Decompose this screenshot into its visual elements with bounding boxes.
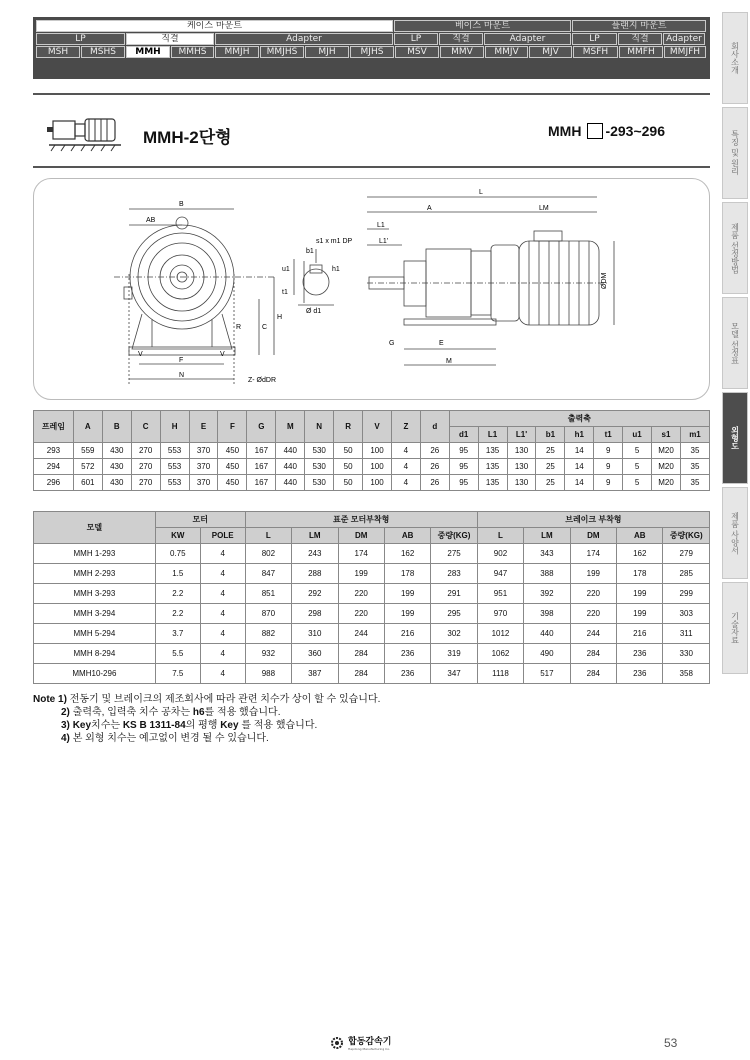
dim-h-label: H [277,314,283,321]
col-std-weight: 중량(KG) [431,528,477,544]
col-model: 모델 [34,512,156,544]
col-t1: t1 [594,427,623,443]
side-view [367,197,614,365]
company-logo [330,1034,391,1051]
model-code [548,123,665,139]
dim-b-label: B [179,201,184,208]
dim-v-label: V [138,351,143,358]
col-e: E [189,411,218,443]
side-tab-bar [712,12,750,677]
model-code-box [587,123,603,139]
notes [33,693,380,745]
company-subname: Hapdong Manufacturing Co. [348,1047,391,1051]
nav-base-adapter[interactable]: Adapter [484,33,571,45]
note-1: Note 1) 전동기 및 브레이크의 제조회사에 따라 관련 치수가 상이 할 수 있습니다. [33,694,381,705]
dim-u1-label: u1 [282,266,290,273]
dim-a-label: A [427,205,432,212]
nav-mmv[interactable]: MMV [440,46,484,58]
nav-case-mount[interactable]: 케이스 마운트 [36,20,393,32]
col-brk-l: L [477,528,523,544]
col-brk-lm: LM [524,528,570,544]
col-kw: KW [155,528,200,544]
side-tab-company[interactable]: 회사소개 [722,12,748,104]
nav-flange-mount[interactable]: 플랜지 마운트 [572,20,706,32]
dim-l1p-label: L1' [379,238,389,245]
col-std-ab: AB [384,528,430,544]
shaft-detail [294,249,334,305]
dim-zdr-label: Z- ØdDR [248,377,276,384]
model-code-suffix: -293~296 [605,123,665,139]
col-a: A [73,411,102,443]
col-l1p: L1' [507,427,536,443]
col-s1: s1 [652,427,681,443]
nav-mmhs[interactable]: MMHS [171,46,214,58]
model-code-prefix: MMH [548,123,582,139]
side-tab-tech[interactable]: 기술자료 [722,582,748,674]
nav-msh[interactable]: MSH [36,46,80,58]
col-d1: d1 [449,427,478,443]
nav-lp[interactable]: LP [36,33,125,45]
dim-r-label: R [236,324,242,331]
side-tab-selection[interactable]: 제품 선정방법 [722,202,748,294]
frame-dimension-table [33,410,710,491]
dim-f-label: F [179,357,184,364]
gear-motor-icon [45,111,125,155]
col-r: R [334,411,363,443]
col-standard-motor: 표준 모터부착형 [245,512,477,528]
nav-flange-adapter[interactable]: Adapter [663,33,705,45]
model-spec-table [33,511,710,684]
dim-h1-label: h1 [332,266,340,273]
dim-dm-label: ØDM [601,272,608,289]
dim-g-label: G [389,340,395,347]
col-z: Z [391,411,420,443]
nav-base-lp[interactable]: LP [394,33,438,45]
nav-flange-direct[interactable]: 직결 [618,33,662,45]
dim-t1-label: t1 [282,289,288,296]
side-tab-outline[interactable]: 외형도 [722,392,748,484]
col-b1: b1 [536,427,565,443]
table-row: 293 559 430 270 553 370 450 167 440 530 50 100 4 26 95 135 130 25 14 9 5 M20 35 [34,443,710,459]
nav-base-mount[interactable]: 베이스 마운트 [394,20,571,32]
table-row: 294 572 430 270 553 370 450 167 440 530 50 100 4 26 95 135 130 25 14 9 5 M20 35 [34,459,710,475]
dim-m-label: M [446,358,452,365]
nav-mshs[interactable]: MSHS [81,46,125,58]
dim-c-label: C [262,324,268,331]
nav-flange-lp[interactable]: LP [572,33,617,45]
side-tab-spec[interactable]: 제품 사양서 [722,487,748,579]
note-3: 3) Key치수는 KS B 1311-84의 평행 Key 를 적용 했습니다. [61,720,318,731]
col-c: C [131,411,160,443]
nav-mmjv[interactable]: MMJV [485,46,528,58]
col-brake-motor: 브레이크 부착형 [477,512,709,528]
col-l1: L1 [478,427,507,443]
dim-ab-label: AB [146,217,156,224]
side-tab-features[interactable]: 특징 및 원리 [722,107,748,199]
col-g: G [247,411,276,443]
col-h1: h1 [565,427,594,443]
nav-mmjhs[interactable]: MMJHS [260,46,304,58]
dim-lm-label: LM [539,205,549,212]
dim-n-label: N [179,372,185,379]
gear-logo-icon [330,1036,344,1050]
nav-mjhs[interactable]: MJHS [350,46,394,58]
company-name: 합동감속기 [348,1037,392,1047]
nav-mmfh[interactable]: MMFH [619,46,663,58]
col-b: B [102,411,131,443]
col-std-dm: DM [338,528,384,544]
col-brk-ab: AB [617,528,663,544]
col-v: V [363,411,392,443]
col-n: N [305,411,334,443]
nav-direct[interactable]: 직결 [126,33,214,45]
dim-s1m1-label: s1 x m1 DP [316,238,353,245]
nav-adapter[interactable]: Adapter [215,33,393,45]
dim-v2-label: V [220,351,225,358]
col-m1: m1 [680,427,709,443]
nav-base-direct[interactable]: 직결 [439,33,483,45]
col-u1: u1 [623,427,652,443]
nav-msfh[interactable]: MSFH [573,46,618,58]
dim-b1-label: b1 [306,248,314,255]
note-4: 4) 본 외형 치수는 예고없이 변경 될 수 있습니다. [61,733,269,744]
col-f: F [218,411,247,443]
table-row: 296 601 430 270 553 370 450 167 440 530 50 100 4 26 95 135 130 25 14 9 5 M20 35 [34,475,710,491]
series-nav [33,17,710,79]
table-row: MMH 8-294 5.5 4 932 360 284 236 319 1062 490 284 236 330 [34,644,710,664]
col-brk-weight: 중량(KG) [663,528,710,544]
dim-d1-label: Ø d1 [306,308,322,315]
note-2: 2) 출력축, 입력축 치수 공차는 h6를 적용 했습니다. [61,707,281,718]
col-m: M [276,411,305,443]
outline-drawing [33,178,710,400]
col-output-shaft: 출력축 [449,411,709,427]
col-brk-dm: DM [570,528,616,544]
col-pole: POLE [200,528,245,544]
table-row: MMH 2-293 1.5 4 847 288 199 178 283 947 388 199 178 285 [34,564,710,584]
dim-l-label: L [479,189,483,196]
nav-mmjfh[interactable]: MMJFH [664,46,706,58]
table-row: MMH 3-294 2.2 4 870 298 220 199 295 970 398 220 199 303 [34,604,710,624]
nav-mjh[interactable]: MJH [305,46,349,58]
nav-mmjh[interactable]: MMJH [215,46,259,58]
table-row: MMH10-296 7.5 4 988 387 284 236 347 1118 517 284 236 358 [34,664,710,684]
side-tab-model-table[interactable]: 모델 선정표 [722,297,748,389]
col-d: d [420,411,449,443]
table-row: MMH 3-293 2.2 4 851 292 220 199 291 951 392 220 199 299 [34,584,710,604]
col-motor: 모터 [155,512,245,528]
table-row: MMH 5-294 3.7 4 882 310 244 216 302 1012 440 244 216 311 [34,624,710,644]
nav-mjv[interactable]: MJV [529,46,572,58]
page-number: 53 [664,1036,678,1050]
table-row: MMH 1-293 0.75 4 802 243 174 162 275 902 343 174 162 279 [34,544,710,564]
col-frame: 프레임 [34,411,74,443]
col-std-lm: LM [292,528,338,544]
dim-l1-label: L1 [377,222,385,229]
nav-mmh[interactable]: MMH [126,46,170,58]
model-header [33,93,710,168]
model-title: MMH-2단형 [143,128,232,147]
nav-msv[interactable]: MSV [395,46,439,58]
dim-e-label: E [439,340,444,347]
col-std-l: L [245,528,291,544]
col-h: H [160,411,189,443]
